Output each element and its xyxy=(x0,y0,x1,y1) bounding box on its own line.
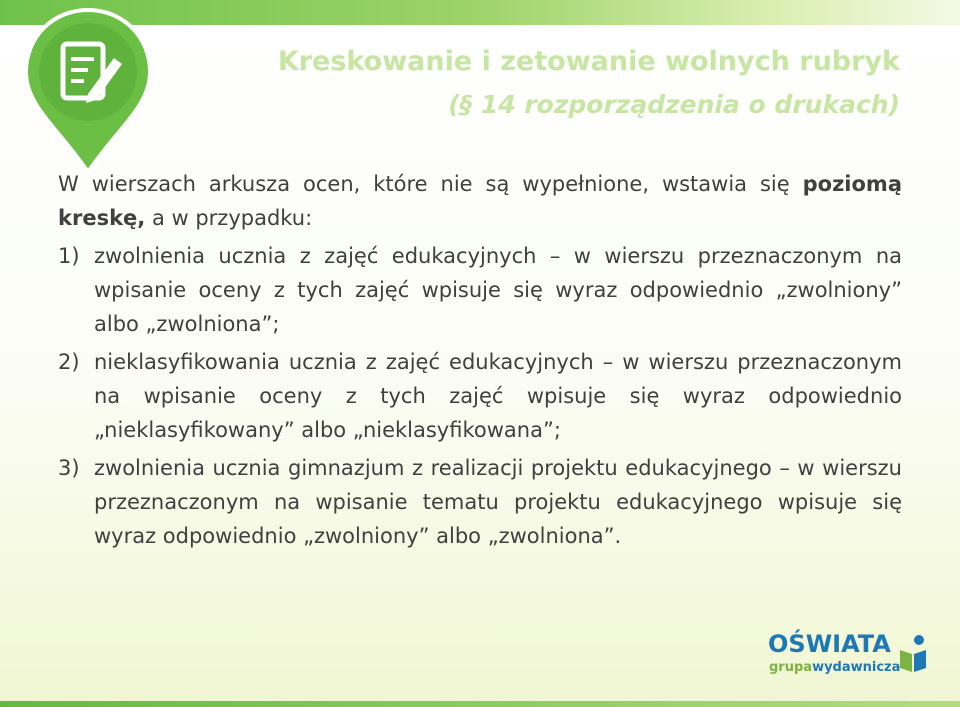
intro-bold: poziomą kreskę, xyxy=(58,172,902,230)
intro-paragraph xyxy=(58,167,902,235)
list-item xyxy=(58,345,902,447)
bottom-band xyxy=(0,701,960,707)
page-title: Kreskowanie i zetowanie wolnych rubryk xyxy=(277,46,900,77)
list-item xyxy=(58,451,902,553)
intro-text-end: a w przypadku: xyxy=(145,206,313,230)
list-item xyxy=(58,239,902,341)
logo-subtitle xyxy=(769,660,900,675)
list-item-number: 2) xyxy=(58,350,80,374)
list-item-text: nieklasyfikowania ucznia z zajęć edukacyjnych – w wierszu przeznaczonym na wpisanie oceny z tych zajęć wpisuje się wyraz odpowiednio „nieklasyfikowany” albo „nieklasyfikowana”; xyxy=(94,350,902,442)
list-item-number: 3) xyxy=(58,456,80,480)
list-item-text: zwolnienia ucznia gimnazjum z realizacji projektu edukacyjnego – w wierszu przeznaczonym na wpisanie tematu projektu edukacyjnego wpisuje się wyraz odpowiednio „zwolniony” albo „zwolniona”. xyxy=(94,456,902,548)
logo-brand: OŚWIATA xyxy=(768,630,891,658)
intro-text-start: W wierszach arkusza ocen, które nie są wypełnione, wstawia się xyxy=(58,172,803,196)
logo-sub-b: wydawnicza xyxy=(812,660,901,675)
main-content xyxy=(58,167,902,557)
document-edit-pin-icon xyxy=(22,6,154,174)
book-icon xyxy=(898,634,928,674)
page-subtitle: (§ 14 rozporządzenia o drukach) xyxy=(448,90,900,119)
list-item-text: zwolnienia ucznia z zajęć edukacyjnych – w wierszu przeznaczonym na wpisanie oceny z tych zajęć wpisuje się wyraz odpowiednio „zwolniony” albo „zwolniona”; xyxy=(94,244,902,336)
publisher-logo xyxy=(768,630,926,680)
list-item-number: 1) xyxy=(58,244,80,268)
logo-sub-a: grupa xyxy=(769,660,813,675)
